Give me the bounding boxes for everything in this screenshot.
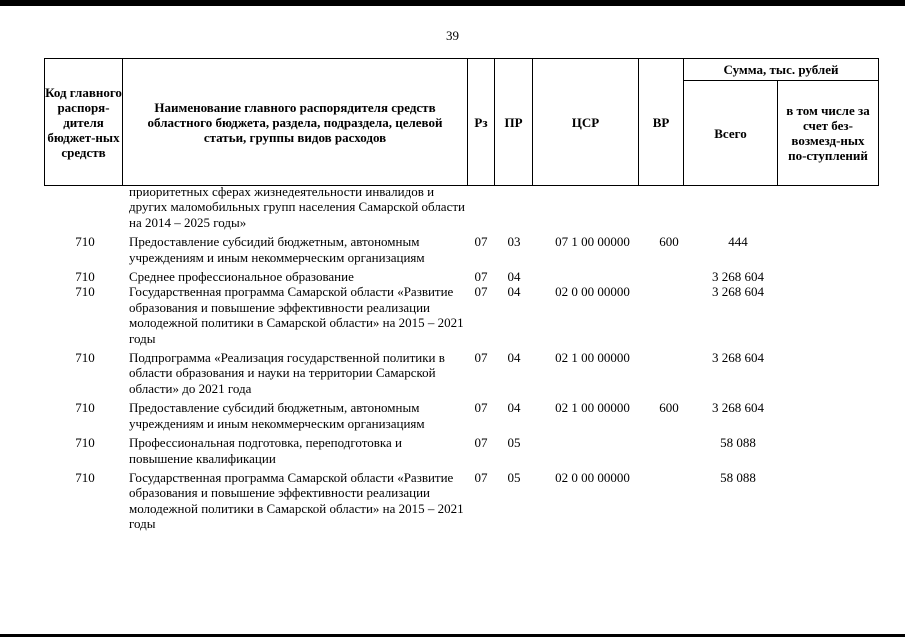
table-row: 710 07 05 02 0 00 00000 58 088 Государственная программа Самарской области «Развитие образования и повышение эффективности реализации молодежной политики в Самарской области» на 2015 – 2021 годы <box>75 469 756 532</box>
top-border <box>0 0 905 6</box>
table-row: 710 07 04 02 1 00 00000 3 268 604 Подпрограмма «Реализация государственной политики в области образования и науки на территории Самарской области» до 2021 года <box>75 350 764 396</box>
table-header <box>44 58 879 186</box>
header-rz: Рз <box>468 59 495 186</box>
table-row: приоритетных сферах жизнедеятельности инвалидов и других маломобильных групп населения Самарской области на 2014 – 2025 годы» <box>129 184 465 230</box>
table-row: 710 07 03 07 1 00 00000 600 444 Предоставление субсидий бюджетным, автономным учреждениям и иным некоммерческим организациям <box>75 234 748 265</box>
table-row: 710 07 04 3 268 604 Среднее профессиональное образование <box>75 269 764 285</box>
header-total: Всего <box>684 81 778 186</box>
table-row: 710 07 04 02 1 00 00000 600 3 268 604 Предоставление субсидий бюджетным, автономным учреждениям и иным некоммерческим организациям <box>75 400 764 431</box>
table-row: 710 07 05 58 088 Профессиональная подготовка, переподготовка и повышение квалификации <box>75 435 756 466</box>
header-incl: в том числе за счет без-возмезд-ных по-ступлений <box>778 81 879 186</box>
table-body <box>44 184 878 532</box>
header-pr: ПР <box>495 59 533 186</box>
header-sum-group: Сумма, тыс. рублей <box>684 59 879 81</box>
page-number: 39 <box>446 28 459 43</box>
header-csr: ЦСР <box>533 59 639 186</box>
table-row: 710 07 04 02 0 00 00000 3 268 604 Государственная программа Самарской области «Развитие образования и повышение эффективности реализации молодежной политики в Самарской области» на 2015 – 2021 годы <box>75 284 764 346</box>
header-name: Наименование главного распорядителя средств областного бюджета, раздела, подраздела, целевой статьи, группы видов расходов <box>123 59 468 186</box>
header-code: Код главного распоря-дителя бюджет-ных средств <box>45 59 123 186</box>
header-vr: ВР <box>639 59 684 186</box>
bottom-border <box>0 634 905 637</box>
